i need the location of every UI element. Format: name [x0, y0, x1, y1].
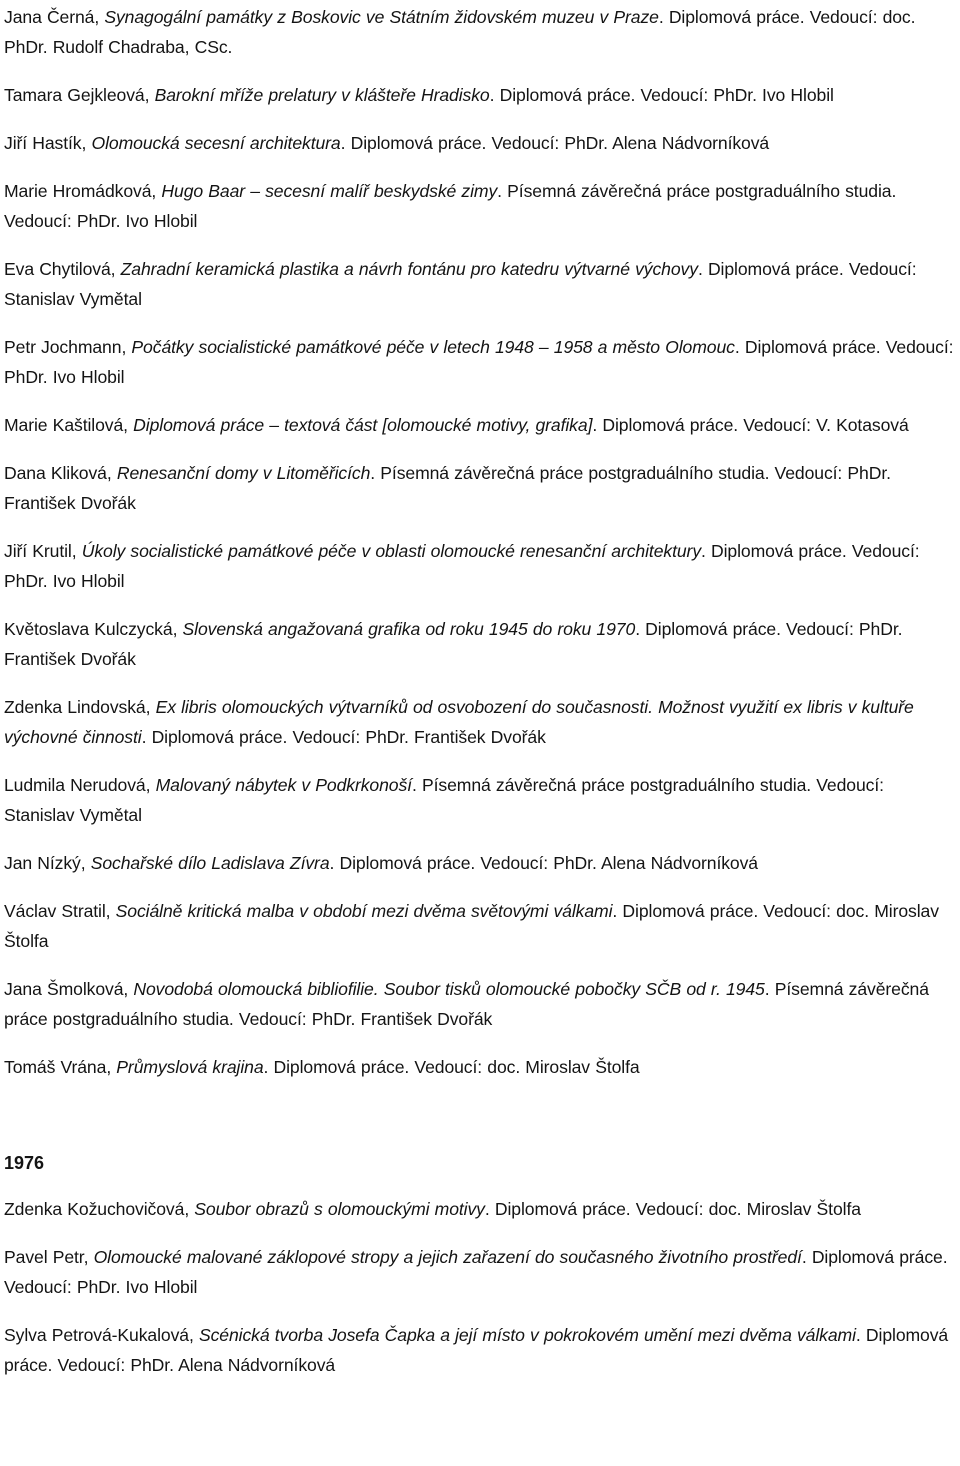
entry-details: Diplomová práce. Vedoucí: doc. Miroslav Štolfa [273, 1057, 640, 1077]
bibliography-entry: Tamara Gejkleová, Barokní mříže prelatury v klášteře Hradisko. Diplomová práce. Vedoucí: PhDr. Ivo Hlobil [4, 85, 834, 105]
entry-title: Hugo Baar – secesní malíř beskydské zimy [161, 181, 498, 201]
entry-details: Diplomová práce. Vedoucí: PhDr. František Dvořák [4, 619, 903, 669]
entry-author: Václav Stratil [4, 901, 106, 921]
entry-details: Diplomová práce. Vedoucí: PhDr. František Dvořák [151, 727, 546, 747]
entry-details: Diplomová práce. Vedoucí: Stanislav Vymětal [4, 259, 917, 309]
entry-author: Pavel Petr [4, 1247, 84, 1267]
entry-title: Úkoly socialistické památkové péče v oblasti olomoucké renesanční architektury [81, 541, 702, 561]
entry-author: Jana Černá [4, 7, 95, 27]
entry-details: Diplomová práce. Vedoucí: PhDr. Alena Nádvorníková [4, 1325, 949, 1375]
entry-author: Dana Kliková [4, 463, 107, 483]
bibliography-entry: Eva Chytilová, Zahradní keramická plastika a návrh fontánu pro katedru výtvarné výchovy. Diplomová práce. Vedoucí: Stanislav Vymětal [4, 259, 917, 309]
entry-title: Olomoucká secesní architektura [91, 133, 341, 153]
entry-details: Diplomová práce. Vedoucí: PhDr. Ivo Hlobil [4, 541, 920, 591]
entry-details: Písemná závěrečná práce postgraduálního studia. Vedoucí: PhDr. František Dvořák [4, 979, 929, 1029]
entry-author: Jan Nízký [4, 853, 81, 873]
entry-title: Zahradní keramická plastika a návrh fontánu pro katedru výtvarné výchovy [120, 259, 698, 279]
entry-title: Synagogální památky z Boskovic ve Státním židovském muzeu v Praze [104, 7, 659, 27]
bibliography-entry: Petr Jochmann, Počátky socialistické památkové péče v letech 1948 – 1958 a město Olomouc. Diplomová práce. Vedoucí: PhDr. Ivo Hlobil [4, 337, 954, 387]
bibliography-entry: Zdenka Kožuchovičová, Soubor obrazů s olomouckými motivy. Diplomová práce. Vedoucí: doc. Miroslav Štolfa [4, 1199, 861, 1219]
bibliography-entry: Květoslava Kulczycká, Slovenská angažovaná grafika od roku 1945 do roku 1970. Diplomová práce. Vedoucí: PhDr. František Dvořák [4, 619, 903, 669]
entry-title: Slovenská angažovaná grafika od roku 1945 do roku 1970 [182, 619, 636, 639]
entry-author: Květoslava Kulczycká [4, 619, 173, 639]
bibliography-entry: Jiří Hastík, Olomoucká secesní architektura. Diplomová práce. Vedoucí: PhDr. Alena Nádvorníková [4, 133, 770, 153]
entry-details: Diplomová práce. Vedoucí: PhDr. Ivo Hlobil [499, 85, 834, 105]
entry-title: Malovaný nábytek v Podkrkonoší [155, 775, 412, 795]
entry-details: Diplomová práce. Vedoucí: V. Kotasová [602, 415, 909, 435]
entry-details: Diplomová práce. Vedoucí: doc. Miroslav Štolfa [494, 1199, 861, 1219]
entry-title: Olomoucké malované záklopové stropy a jejich zařazení do současného životního prostředí [93, 1247, 802, 1267]
bibliography-entry: Dana Kliková, Renesanční domy v Litoměřicích. Písemná závěrečná práce postgraduálního studia. Vedoucí: PhDr. František Dvořák [4, 463, 891, 513]
entry-author: Marie Kaštilová [4, 415, 124, 435]
entry-details: Diplomová práce. Vedoucí: doc. PhDr. Rudolf Chadraba, CSc. [4, 7, 916, 57]
entry-author: Sylva Petrová-Kukalová [4, 1325, 189, 1345]
entry-details: Písemná závěrečná práce postgraduálního studia. Vedoucí: PhDr. František Dvořák [4, 463, 891, 513]
entry-title: Sociálně kritická malba v období mezi dvěma světovými válkami [115, 901, 613, 921]
entry-title: Soubor obrazů s olomouckými motivy [194, 1199, 485, 1219]
entry-details: Diplomová práce. Vedoucí: PhDr. Ivo Hlobil [4, 337, 954, 387]
entry-title: Renesanční domy v Litoměřicích [116, 463, 371, 483]
entry-details: Diplomová práce. Vedoucí: PhDr. Ivo Hlobil [4, 1247, 948, 1297]
entry-title: Průmyslová krajina [116, 1057, 264, 1077]
entry-author: Tamara Gejkleová [4, 85, 145, 105]
entry-author: Jana Šmolková [4, 979, 124, 999]
bibliography-entry: Jana Černá, Synagogální památky z Boskovic ve Státním židovském muzeu v Praze. Diplomová práce. Vedoucí: doc. PhDr. Rudolf Chadraba, CSc. [4, 7, 916, 57]
year-heading: 1976 [4, 1153, 45, 1173]
bibliography-entry: Zdenka Lindovská, Ex libris olomouckých výtvarníků od osvobození do současnosti. Možnost využití ex libris v kultuře výchovné činnosti. Diplomová práce. Vedoucí: PhDr. František Dvořák [4, 697, 914, 747]
bibliography-entry: Ludmila Nerudová, Malovaný nábytek v Podkrkonoší. Písemná závěrečná práce postgraduálního studia. Vedoucí: Stanislav Vymětal [4, 775, 884, 825]
entry-details: Písemná závěrečná práce postgraduálního studia. Vedoucí: PhDr. Ivo Hlobil [4, 181, 897, 231]
bibliography-entry: Pavel Petr, Olomoucké malované záklopové stropy a jejich zařazení do současného životního prostředí. Diplomová práce. Vedoucí: PhDr. Ivo Hlobil [4, 1247, 948, 1297]
bibliography-entry: Sylva Petrová-Kukalová, Scénická tvorba Josefa Čapka a její místo v pokrokovém umění mezi dvěma válkami. Diplomová práce. Vedoucí: PhDr. Alena Nádvorníková [4, 1325, 949, 1375]
entry-author: Jiří Krutil [4, 541, 72, 561]
entry-title: Sochařské dílo Ladislava Zívra [90, 853, 330, 873]
entry-author: Marie Hromádková [4, 181, 152, 201]
bibliography-entry: Jana Šmolková, Novodobá olomoucká bibliofilie. Soubor tisků olomoucké pobočky SČB od r. 1945. Písemná závěrečná práce postgraduálního studia. Vedoucí: PhDr. František Dvořák [4, 979, 929, 1029]
entry-title: Diplomová práce – textová část [olomoucké motivy, grafika] [133, 415, 593, 435]
entry-author: Zdenka Lindovská [4, 697, 146, 717]
entry-author: Tomáš Vrána [4, 1057, 107, 1077]
entry-author: Zdenka Kožuchovičová [4, 1199, 185, 1219]
entry-author: Ludmila Nerudová [4, 775, 146, 795]
entry-details: Písemná závěrečná práce postgraduálního studia. Vedoucí: Stanislav Vymětal [4, 775, 884, 825]
entry-author: Eva Chytilová [4, 259, 111, 279]
entry-details: Diplomová práce. Vedoucí: doc. Miroslav Štolfa [4, 901, 939, 951]
entry-title: Scénická tvorba Josefa Čapka a její místo v pokrokovém umění mezi dvěma válkami [198, 1325, 856, 1345]
entry-title: Ex libris olomouckých výtvarníků od osvobození do současnosti. Možnost využití ex libris v kultuře výchovné činnosti [4, 697, 914, 747]
bibliography-entry: Václav Stratil, Sociálně kritická malba v období mezi dvěma světovými válkami. Diplomová práce. Vedoucí: doc. Miroslav Štolfa [4, 901, 939, 951]
entry-author: Petr Jochmann [4, 337, 122, 357]
entry-list-before [4, 0, 960, 1082]
bibliography-entry: Marie Hromádková, Hugo Baar – secesní malíř beskydské zimy. Písemná závěrečná práce postgraduálního studia. Vedoucí: PhDr. Ivo Hlobil [4, 181, 897, 231]
entry-title: Barokní mříže prelatury v klášteře Hradisko [154, 85, 490, 105]
entry-title: Novodobá olomoucká bibliofilie. Soubor tisků olomoucké pobočky SČB od r. 1945 [133, 979, 765, 999]
entry-details: Diplomová práce. Vedoucí: PhDr. Alena Nádvorníková [350, 133, 770, 153]
entry-author: Jiří Hastík [4, 133, 82, 153]
bibliography-entry: Marie Kaštilová, Diplomová práce – textová část [olomoucké motivy, grafika]. Diplomová práce. Vedoucí: V. Kotasová [4, 415, 909, 435]
bibliography-entry: Jan Nízký, Sochařské dílo Ladislava Zívra. Diplomová práce. Vedoucí: PhDr. Alena Nádvorníková [4, 853, 758, 873]
entry-list-after [4, 1194, 960, 1380]
entry-details: Diplomová práce. Vedoucí: PhDr. Alena Nádvorníková [339, 853, 758, 873]
entry-title: Počátky socialistické památkové péče v letech 1948 – 1958 a město Olomouc [131, 337, 735, 357]
bibliography-entry: Tomáš Vrána, Průmyslová krajina. Diplomová práce. Vedoucí: doc. Miroslav Štolfa [4, 1057, 640, 1077]
bibliography-entry: Jiří Krutil, Úkoly socialistické památkové péče v oblasti olomoucké renesanční architektury. Diplomová práce. Vedoucí: PhDr. Ivo Hlobil [4, 541, 920, 591]
